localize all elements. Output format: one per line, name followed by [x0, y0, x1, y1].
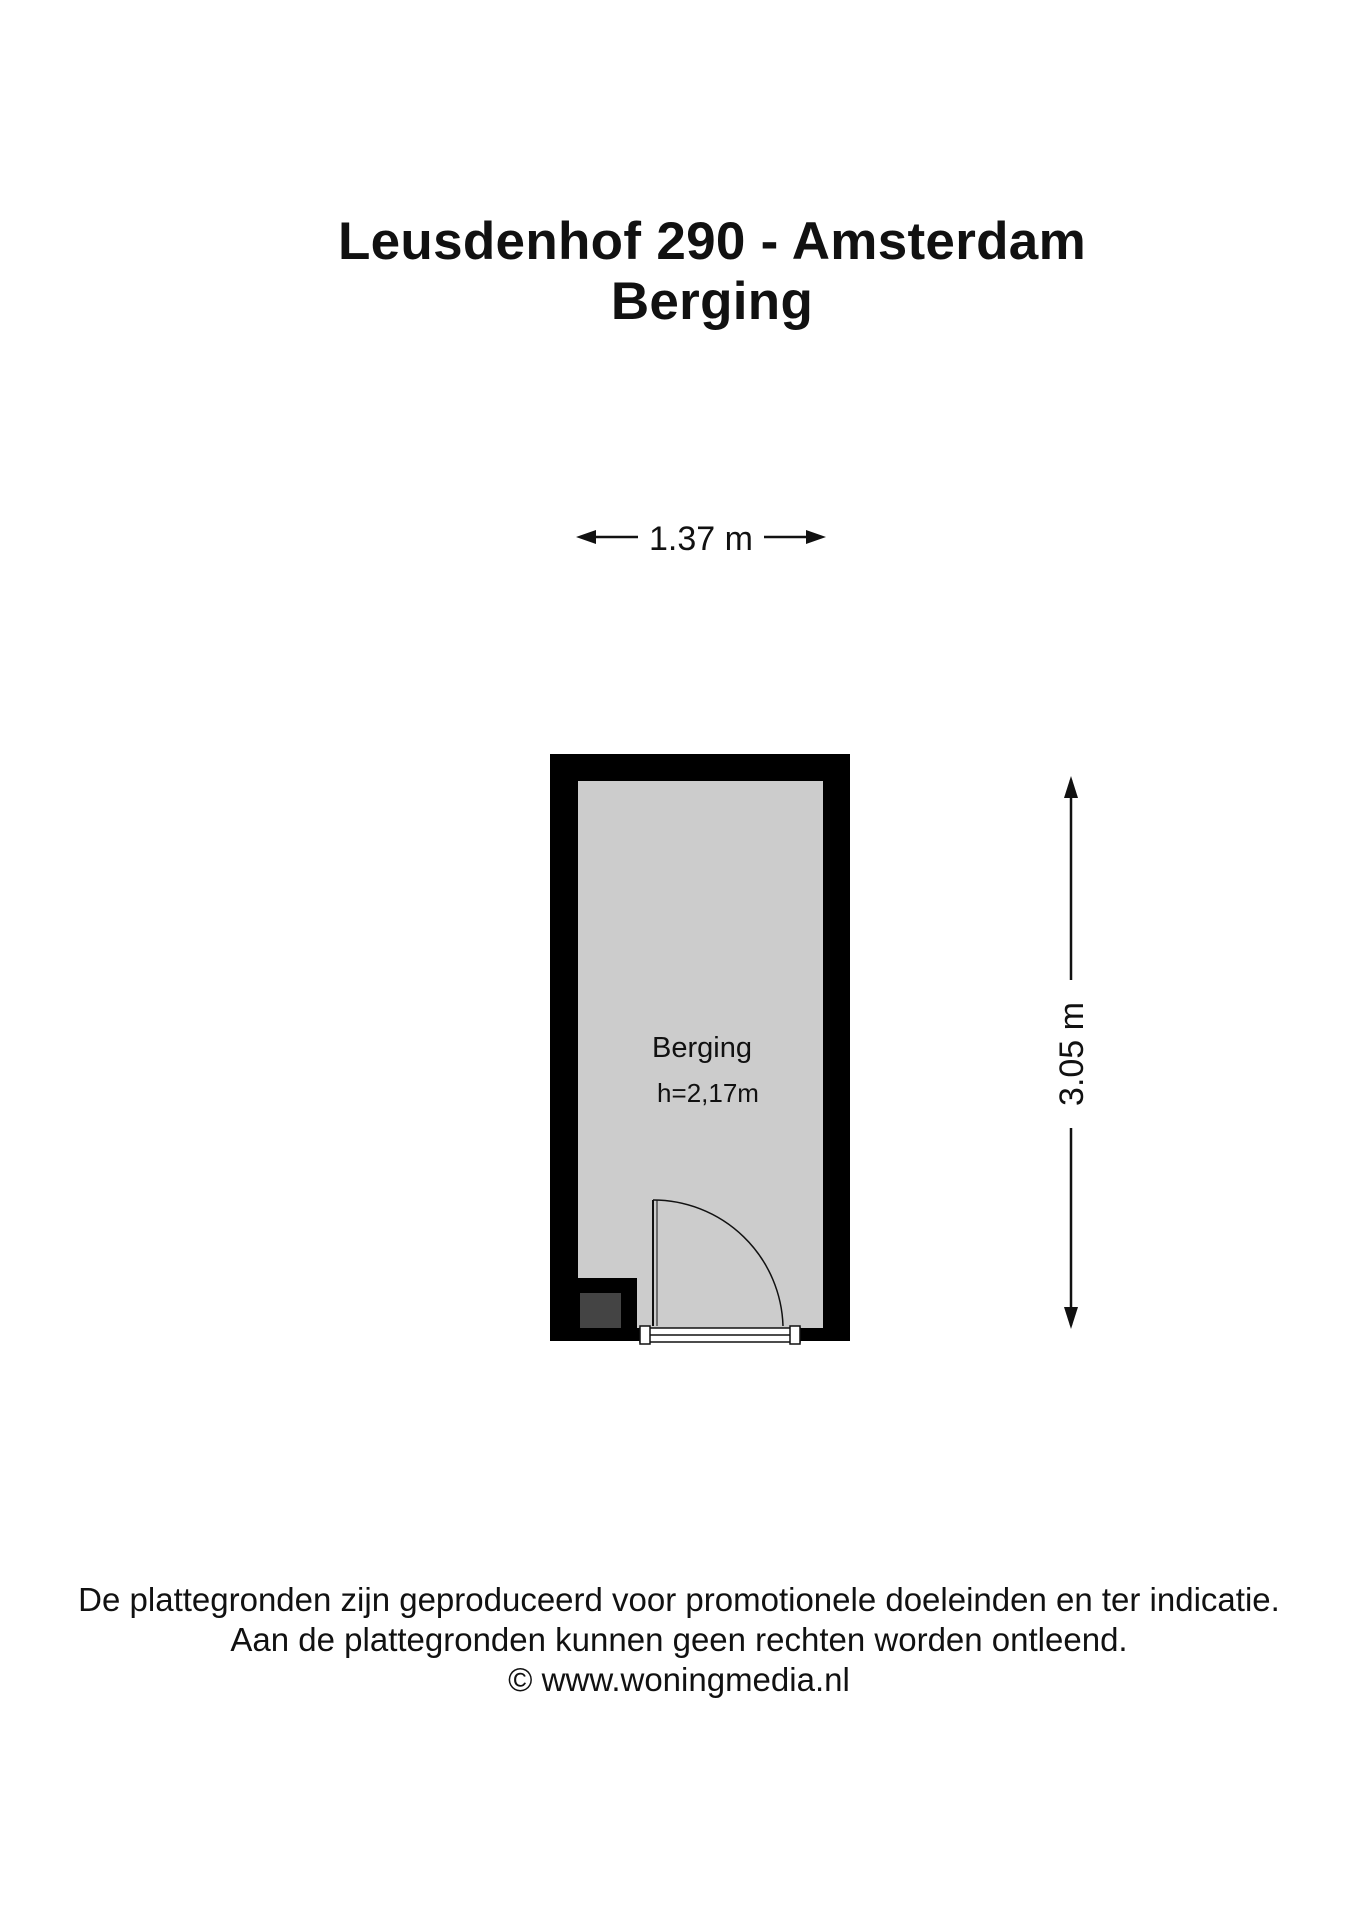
depth-dimension-label: 3.05 m [1053, 1002, 1091, 1106]
room-name-label: Berging [652, 1032, 752, 1064]
room-height-label: h=2,17m [657, 1078, 759, 1108]
width-dimension-label: 1.37 m [649, 520, 753, 558]
plan-subtitle: Berging [610, 272, 814, 331]
width-dimension [576, 520, 826, 558]
width-arrow-right-icon [806, 530, 826, 544]
depth-arrow-up-icon [1064, 776, 1078, 798]
plan-title: Leusdenhof 290 - Amsterdam [337, 212, 1086, 271]
disclaimer-line-2: Aan de plattegronden kunnen geen rechten worden ontleend. [230, 1621, 1128, 1658]
room-berging [550, 754, 850, 1344]
door-jamb-left [640, 1326, 650, 1344]
disclaimer-line-1: De plattegronden zijn geproduceerd voor promotionele doeleinden en ter indicatie. [78, 1581, 1280, 1618]
copyright-line: © www.woningmedia.nl [508, 1661, 850, 1698]
width-arrow-left-icon [576, 530, 596, 544]
depth-dimension [1053, 776, 1091, 1329]
shaft-block [580, 1293, 621, 1328]
door-jamb-right [790, 1326, 800, 1344]
depth-arrow-down-icon [1064, 1307, 1078, 1329]
